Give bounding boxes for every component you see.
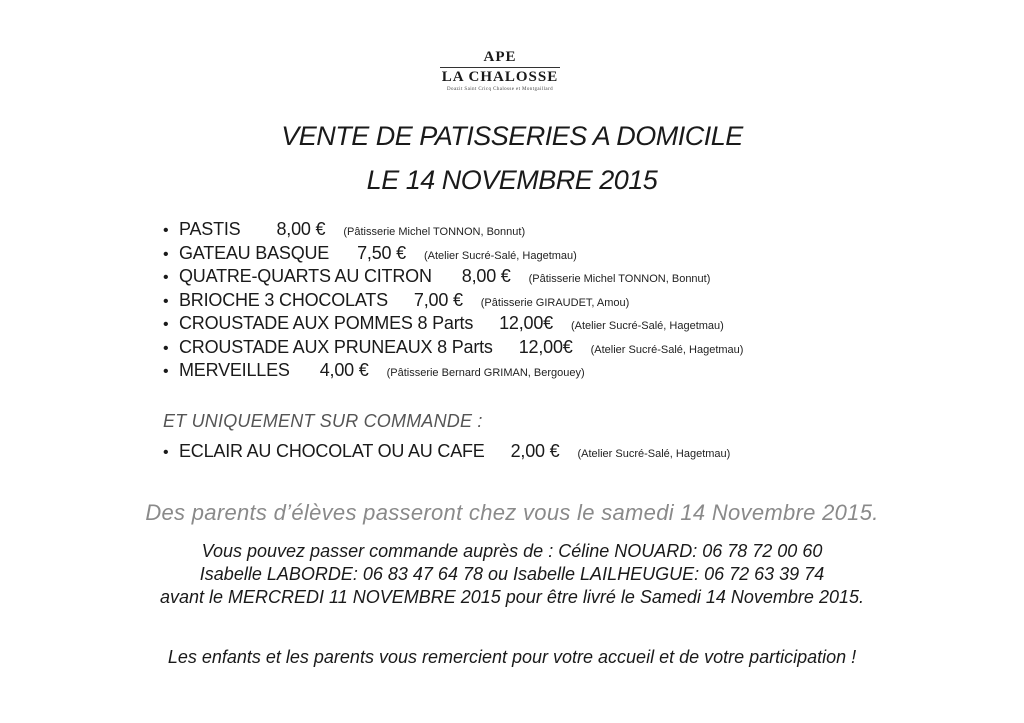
item-note: (Pâtisserie Michel TONNON, Bonnut): [528, 273, 711, 285]
item-name: QUATRE-QUARTS AU CITRON: [179, 266, 432, 286]
item-note: (Atelier Sucré-Salé, Hagetmau): [570, 320, 724, 332]
item-name: ECLAIR AU CHOCOLAT OU AU CAFE: [179, 441, 485, 461]
logo-line2: LA CHALOSSE: [441, 69, 559, 85]
item-note: (Atelier Sucré-Salé, Hagetmau): [577, 448, 731, 460]
list-item: [163, 242, 743, 266]
item-price: 12,00€: [518, 336, 573, 357]
bullet-icon: •: [163, 222, 169, 239]
item-price: 4,00 €: [319, 360, 369, 380]
bullet-icon: •: [163, 444, 169, 461]
sale-date: LE 14 NOVEMBRE 2015: [366, 165, 658, 195]
contact-line: Isabelle LABORDE: 06 83 47 64 78 ou Isabelle LAILHEUGUE: 06 72 63 39 74: [199, 564, 825, 584]
contact-line: avant le MERCREDI 11 NOVEMBRE 2015 pour être livré le Samedi 14 Novembre 2015.: [160, 587, 864, 607]
list-item: [163, 359, 743, 383]
item-name: GATEAU BASQUE: [179, 242, 330, 263]
item-note: (Pâtisserie Michel TONNON, Bonnut): [343, 226, 526, 238]
item-price: 7,50 €: [357, 242, 406, 263]
bullet-icon: •: [163, 292, 169, 310]
logo-tagline: Doazit Saint Cricq Chalosse et Montgaillard: [447, 87, 553, 92]
list-item: [163, 218, 743, 242]
item-note: (Atelier Sucré-Salé, Hagetmau): [590, 343, 744, 356]
item-note: (Pâtisserie Bernard GRIMAN, Bergouey): [386, 367, 585, 379]
item-note: (Atelier Sucré-Salé, Hagetmau): [423, 249, 577, 262]
bullet-icon: •: [163, 316, 169, 333]
bullet-icon: •: [163, 339, 169, 357]
item-price: 8,00 €: [276, 219, 326, 239]
list-item: [163, 289, 743, 313]
item-note: (Pâtisserie GIRAUDET, Amou): [480, 296, 630, 309]
page-title: VENTE DE PATISSERIES A DOMICILE: [281, 121, 743, 151]
bullet-icon: •: [163, 363, 169, 380]
order-only-list: [163, 440, 730, 464]
logo-line1: APE: [483, 49, 517, 65]
item-name: MERVEILLES: [179, 360, 290, 380]
contact-line: Vous pouvez passer commande auprès de : Céline NOUARD: 06 78 72 00 60: [201, 541, 823, 561]
item-name: PASTIS: [179, 219, 241, 239]
order-only-heading: ET UNIQUEMENT SUR COMMANDE :: [163, 411, 483, 431]
item-price: 8,00 €: [461, 266, 511, 286]
list-item: [163, 312, 743, 336]
association-logo: [400, 50, 600, 110]
item-name: CROUSTADE AUX PRUNEAUX 8 Parts: [179, 336, 493, 357]
list-item: [163, 440, 730, 464]
bullet-icon: •: [163, 269, 169, 286]
thanks-message: Les enfants et les parents vous remercient pour votre accueil et de votre participation !: [167, 647, 857, 667]
list-item: [163, 336, 743, 360]
announcement: Des parents d’élèves passeront chez vous le samedi 14 Novembre 2015.: [145, 500, 879, 525]
item-name: CROUSTADE AUX POMMES 8 Parts: [179, 313, 474, 333]
item-price: 2,00 €: [510, 441, 560, 461]
pastry-list: [163, 218, 743, 383]
item-name: BRIOCHE 3 CHOCOLATS: [179, 289, 388, 310]
list-item: [163, 265, 743, 289]
item-price: 12,00€: [499, 313, 553, 333]
item-price: 7,00 €: [413, 289, 463, 310]
bullet-icon: •: [163, 245, 169, 263]
